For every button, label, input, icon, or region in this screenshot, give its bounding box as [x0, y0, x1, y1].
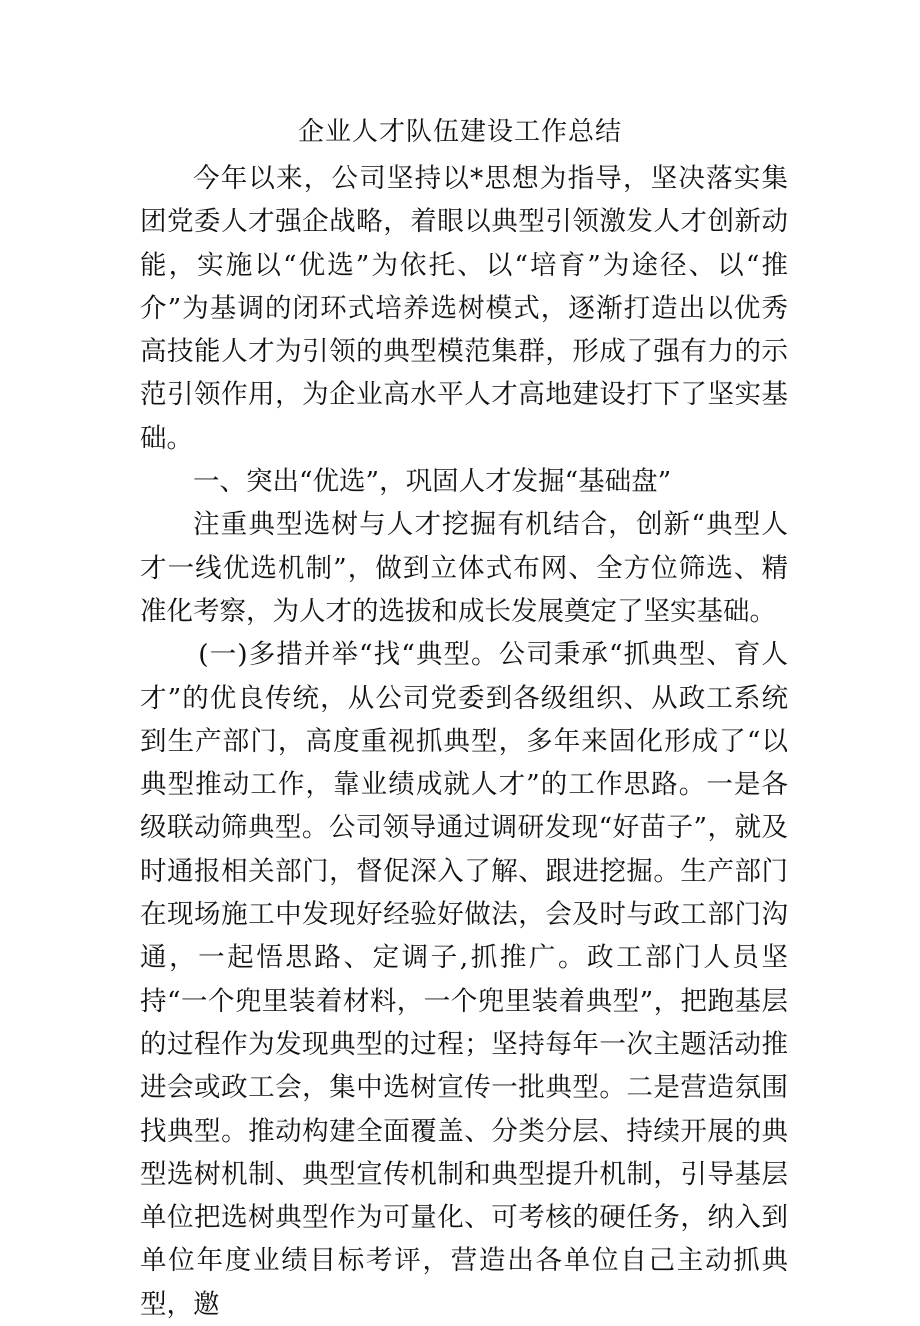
document-title: 企业人才队伍建设工作总结 [297, 117, 622, 147]
section-heading-1: 一、突出“优选”，巩固人才发掘“基础盘” [193, 466, 672, 498]
section-1-paragraph: 注重典型选树与人才挖掘有机结合，创新“典型人才一线优选机制”，做到立体式布网、全方位筛选、精准化考察，为人才的选拔和成长发展奠定了坚实基础。 [140, 509, 788, 627]
document-body [140, 157, 788, 1326]
intro-paragraph: 今年以来，公司坚持以*思想为指导，坚决落实集团党委人才强企战略，着眼以典型引领激发人才创新动能，实施以“优选”为依托、以“培育”为途径、以“推介”为基调的闭环式培养选树模式，逐渐打造出以优秀高技能人才为引领的典型模范集群，形成了强有力的示范引领作用，为企业高水平人才高地建设打下了坚实基础。 [140, 163, 788, 454]
subsection-1-paragraph: (一)多措并举“找“典型。公司秉承“抓典型、育人才”的优良传统，从公司党委到各级组织、从政工系统到生产部门，高度重视抓典型，多年来固化形成了“以典型推动工作，靠业绩成就人才”的工作思路。一是各级联动筛典型。公司领导通过调研发现“好苗子”，就及时通报相关部门，督促深入了解、跟进挖掘。生产部门在现场施工中发现好经验好做法，会及时与政工部门沟通，一起悟思路、定调子,抓推广。政工部门人员坚持“一个兜里装着材料，一个兜里装着典型”，把跑基层的过程作为发现典型的过程；坚持每年一次主题活动推进会或政工会，集中选树宣传一批典型。二是营造氛围找典型。推动构建全面覆盖、分类分层、持续开展的典型选树机制、典型宣传机制和典型提升机制，引导基层单位把选树典型作为可量化、可考核的硬任务，纳入到单位年度业绩目标考评，营造出各单位自己主动抓典型，邀 [140, 639, 788, 1320]
